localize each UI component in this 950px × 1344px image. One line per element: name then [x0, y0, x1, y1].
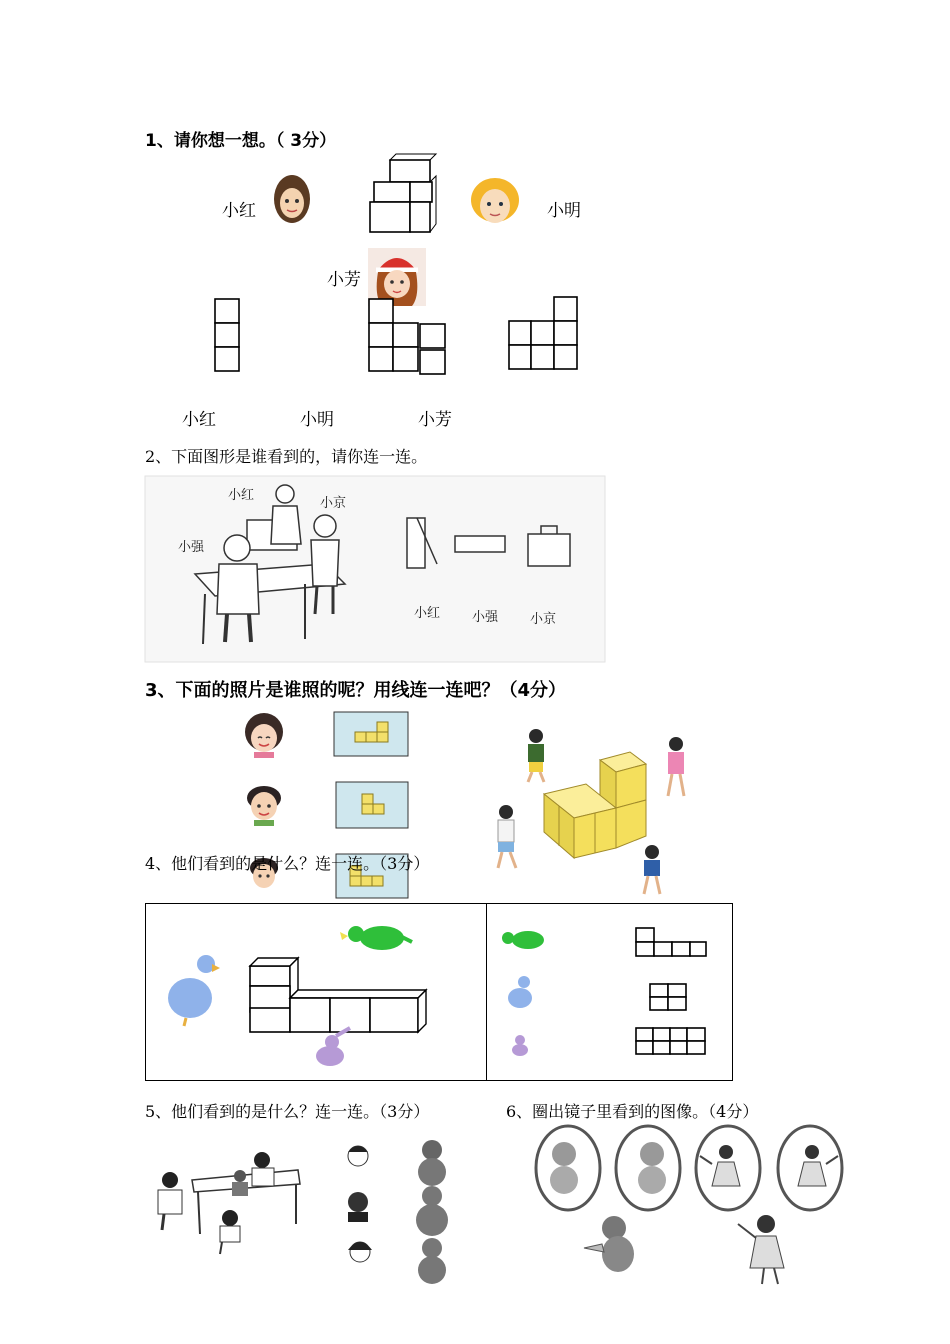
q2-scene [145, 474, 605, 664]
q2-view-label-2: 小强 [472, 610, 499, 625]
q5-title: 5、他们看到的是什么？连一连。（3分） [145, 1102, 430, 1121]
q4-title: 4、他们看到的是什么？连一连。（3分） [145, 854, 430, 873]
q1-cube-stack [370, 158, 436, 234]
q2-scene-name-xiaohong: 小红 [228, 488, 255, 503]
q3-photo-2 [336, 782, 408, 828]
q1-title: 1、请你想一想。（ 3分） [145, 131, 337, 151]
q2-scene-name-xiaoqiang: 小强 [178, 540, 205, 555]
q1-view-3 [508, 296, 580, 372]
q3-title: 3、下面的照片是谁照的呢？用线连一连吧？（4分） [145, 680, 567, 701]
boy-face-icon [470, 176, 520, 228]
q1-view-2 [368, 298, 448, 376]
mirror-3[interactable] [696, 1126, 760, 1210]
q6-title: 6、圈出镜子里看到的图像。（4分） [506, 1102, 759, 1121]
q1-name-xiaofang: 小芳 [327, 270, 361, 290]
q3-cube-structure [488, 722, 698, 900]
q6-scene [528, 1124, 858, 1292]
q2-scene-name-xiaojing: 小京 [320, 496, 347, 511]
q1-answer-label-1: 小红 [182, 410, 216, 430]
q1-view-1 [214, 298, 240, 374]
q2-title: 2、下面图形是谁看到的，请你连一连。 [145, 447, 428, 466]
q2-view-label-1: 小红 [414, 606, 441, 621]
q1-name-xiaoming: 小明 [547, 201, 581, 221]
girl-face-icon [244, 712, 284, 758]
girl-face-icon [272, 173, 312, 227]
q5-scene [148, 1130, 478, 1290]
q1-answer-label-2: 小明 [300, 410, 334, 430]
mirror-1[interactable] [536, 1126, 600, 1210]
q2-view-label-3: 小京 [530, 612, 557, 627]
q3-photo-1 [334, 712, 408, 756]
q1-name-xiaohong: 小红 [222, 201, 256, 221]
q1-answer-label-3: 小芳 [418, 410, 452, 430]
q4-scene [160, 918, 430, 1078]
mirror-2[interactable] [616, 1126, 680, 1210]
mirror-4[interactable] [778, 1126, 842, 1210]
boy-face-icon [244, 784, 284, 826]
q4-views [494, 922, 724, 1072]
